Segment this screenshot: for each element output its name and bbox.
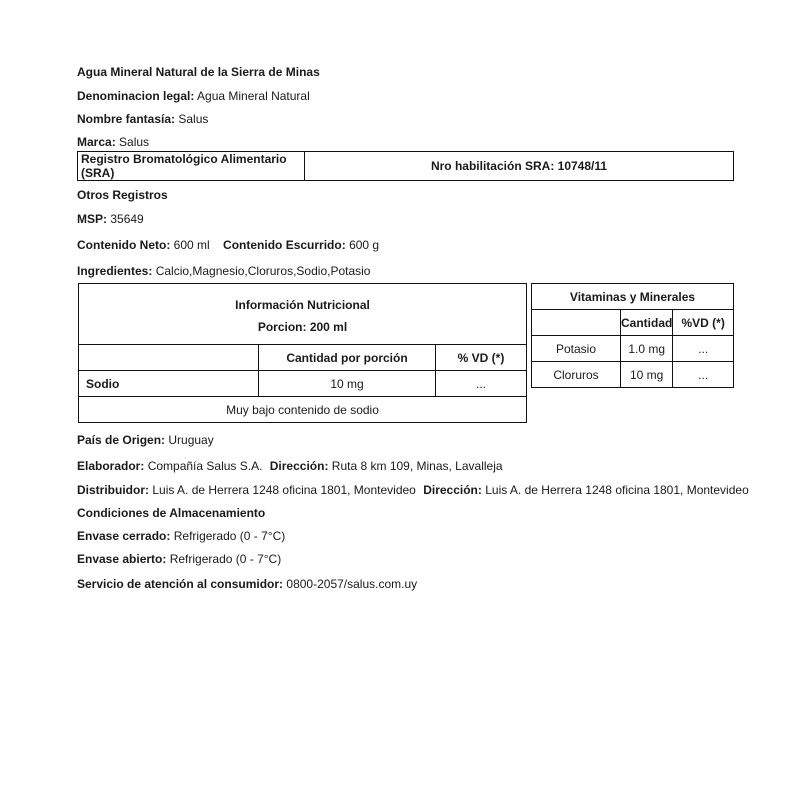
envase-cerrado-label: Envase cerrado:	[77, 529, 171, 543]
envase-abierto-row	[77, 551, 281, 567]
sra-habilitacion-cell	[305, 152, 734, 181]
nutrition-table	[78, 283, 527, 423]
table-row	[532, 336, 734, 362]
nutrient-cantidad: 10 mg	[259, 371, 436, 397]
servicio-label: Servicio de atención al consumidor:	[77, 577, 284, 591]
distribuidor-dir-value: Luis A. de Herrera 1248 oficina 1801, Montevideo	[485, 483, 749, 497]
almacenamiento-heading	[77, 505, 265, 521]
envase-cerrado-row	[77, 528, 285, 544]
pais-origen-label: País de Origen:	[77, 433, 166, 447]
product-title-text: Agua Mineral Natural de la Sierra de Minas	[77, 65, 320, 79]
denominacion-row	[77, 88, 310, 104]
contenido-escurrido-label: Contenido Escurrido:	[223, 238, 346, 252]
elaborador-label: Elaborador:	[77, 459, 145, 473]
msp-value: 35649	[110, 212, 144, 226]
vitamin-vd: ...	[673, 362, 734, 388]
vitamins-title: Vitaminas y Minerales	[569, 289, 696, 304]
distribuidor-dir-label: Dirección:	[423, 483, 482, 497]
sra-label-cell	[78, 152, 305, 181]
contenido-neto-value: 600 ml	[173, 238, 210, 252]
msp-label: MSP:	[77, 212, 107, 226]
vitamins-empty-header	[532, 310, 621, 336]
vitamins-col-cantidad	[621, 310, 673, 336]
servicio-value: 0800-2057/salus.com.uy	[286, 577, 418, 591]
envase-cerrado-value: Refrigerado (0 - 7°C)	[173, 529, 286, 543]
servicio-row	[77, 576, 417, 592]
nombre-fantasia-label: Nombre fantasía:	[77, 112, 176, 126]
nombre-fantasia-value: Salus	[178, 112, 209, 126]
vitamins-col-vd-text: %VD (*)	[681, 315, 725, 330]
vitamin-cantidad: 10 mg	[621, 362, 673, 388]
nutrition-header-cell	[79, 284, 527, 345]
contenido-neto-label: Contenido Neto:	[77, 238, 171, 252]
nutrition-col-vd-text: % VD (*)	[457, 350, 505, 365]
vitamin-name: Potasio	[532, 336, 621, 362]
otros-registros-heading	[77, 187, 168, 203]
vitamin-name: Cloruros	[532, 362, 621, 388]
almacenamiento-text: Condiciones de Almacenamiento	[77, 506, 266, 520]
vitamins-table	[531, 283, 734, 388]
pais-origen-value: Uruguay	[168, 433, 214, 447]
contenido-row	[77, 237, 379, 253]
table-row	[79, 371, 527, 397]
envase-abierto-label: Envase abierto:	[77, 552, 167, 566]
denominacion-label: Denominacion legal:	[77, 89, 195, 103]
elaborador-value: Compañía Salus S.A.	[147, 459, 263, 473]
ingredientes-label: Ingredientes:	[77, 264, 153, 278]
nutrient-name: Sodio	[79, 371, 259, 397]
elaborador-row	[77, 458, 503, 474]
sra-label: Registro Bromatológico Alimentario (SRA)	[81, 152, 287, 180]
ingredientes-row	[77, 263, 370, 279]
denominacion-value: Agua Mineral Natural	[197, 89, 310, 103]
marca-value: Salus	[119, 135, 150, 149]
vitamins-col-cantidad-text: Cantidad	[621, 315, 673, 330]
nutrient-vd: ...	[436, 371, 527, 397]
sra-habilitacion: Nro habilitación SRA: 10748/11	[430, 159, 608, 173]
nutrition-note: Muy bajo contenido de sodio	[79, 397, 527, 423]
product-title	[77, 64, 320, 80]
nutrition-title: Información Nutricional	[235, 297, 370, 312]
pais-origen-row	[77, 432, 214, 448]
nutrition-col-cantidad	[259, 345, 436, 371]
elaborador-dir-value: Ruta 8 km 109, Minas, Lavalleja	[331, 459, 503, 473]
sra-table	[77, 151, 734, 181]
vitamin-cantidad: 1.0 mg	[621, 336, 673, 362]
otros-registros-text: Otros Registros	[77, 188, 168, 202]
marca-label: Marca:	[77, 135, 116, 149]
nutrition-porcion: Porcion: 200 ml	[257, 319, 348, 334]
distribuidor-value: Luis A. de Herrera 1248 oficina 1801, Montevideo	[152, 483, 416, 497]
marca-row	[77, 134, 149, 150]
vitamins-col-vd	[673, 310, 734, 336]
envase-abierto-value: Refrigerado (0 - 7°C)	[169, 552, 282, 566]
msp-row	[77, 211, 144, 227]
nombre-fantasia-row	[77, 111, 208, 127]
nutrition-col-vd	[436, 345, 527, 371]
contenido-escurrido-value: 600 g	[349, 238, 380, 252]
ingredientes-value: Calcio,Magnesio,Cloruros,Sodio,Potasio	[155, 264, 371, 278]
elaborador-dir-label: Dirección:	[269, 459, 329, 473]
vitamin-vd: ...	[673, 336, 734, 362]
nutrition-col-cantidad-text: Cantidad por porción	[286, 350, 408, 365]
distribuidor-label: Distribuidor:	[77, 483, 149, 497]
nutrition-empty-header	[79, 345, 259, 371]
vitamins-title-cell	[532, 284, 734, 310]
table-row	[532, 362, 734, 388]
distribuidor-row	[77, 482, 749, 498]
